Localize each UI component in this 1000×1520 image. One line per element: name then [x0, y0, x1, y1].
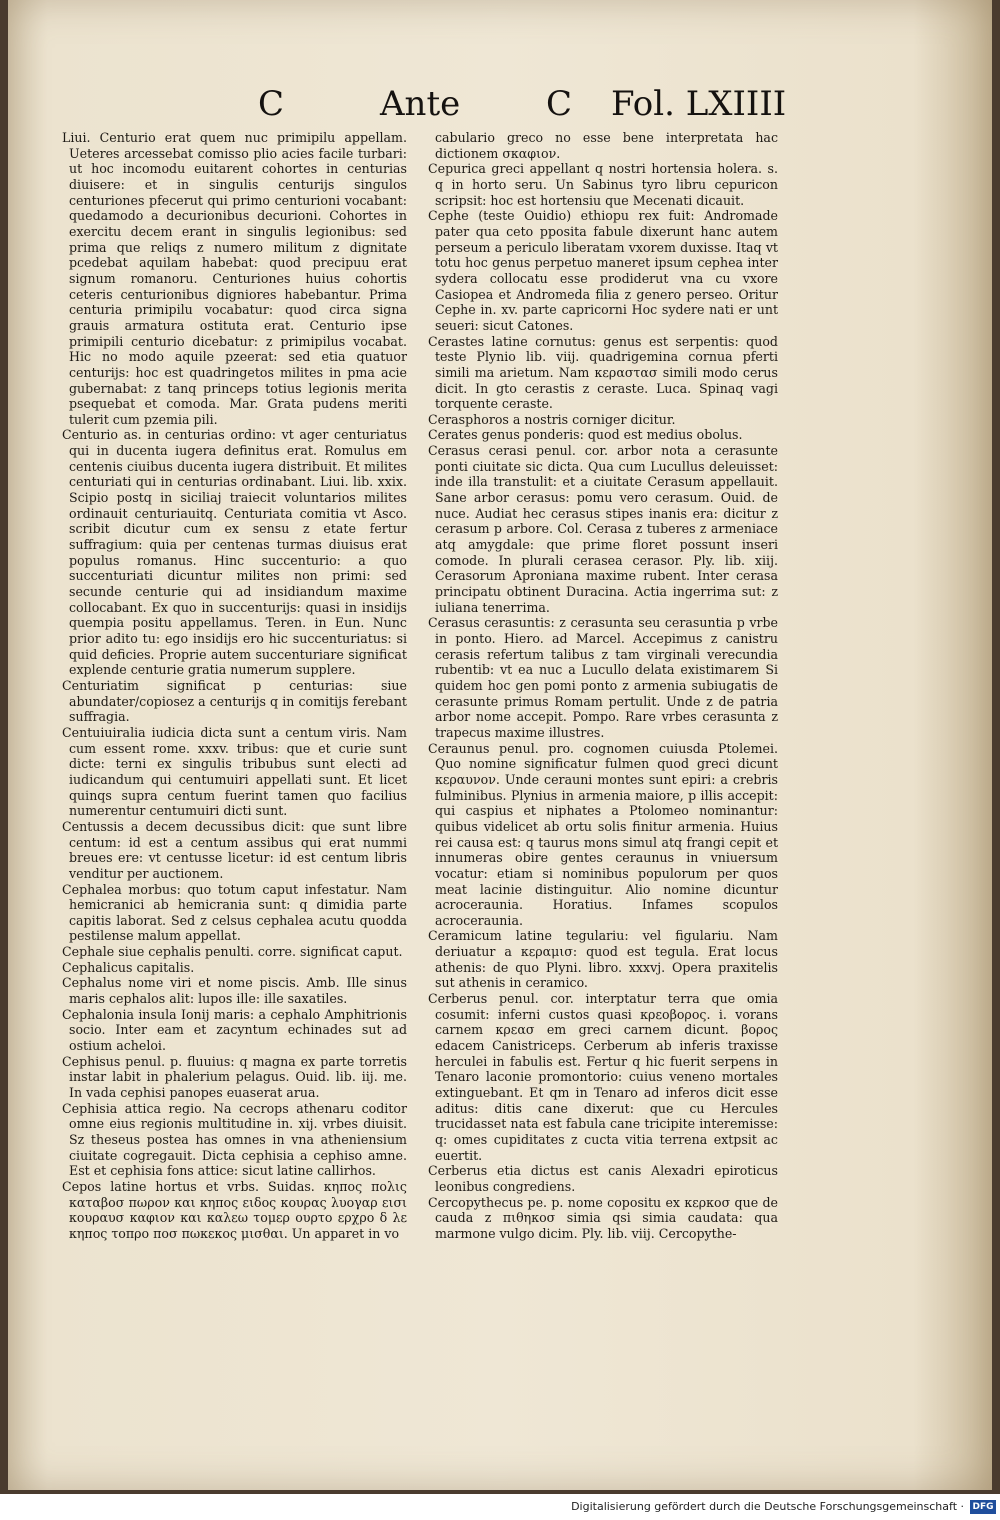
right-text-column [428, 130, 778, 1254]
header-letter-left: C [258, 84, 285, 124]
page-header [8, 84, 992, 134]
entry-paragraph: Cerberus penul. cor. interptatur terra que omia cosumit: inferni custos quasi κρεοβορος. i. vorans carnem κρεασ em greci carnem dicunt. βορος edacem Canistriceps. Cerberum ab inferis traxisse herculei in fabulis est. Fertur q hic fuerit serpens in Tenaro laconie promontorio: cuius veneno mortales extinguebant. Et qm in Tenaro ad inferos dicit esse aditus: ditis cane dixerut: que cu Hercules trucidasset nata est fabula cane tricipite interemisse: q: omes cupiditates z cucta vitia terrena extpsit ac euertit. [428, 991, 778, 1163]
entry-paragraph: Centuiuiralia iudicia dicta sunt a centum viris. Nam cum essent rome. xxxv. tribus: que et curie sunt dicte: terni ex singulis tribubus sunt electi ad iudicandum qui centumuiri appellati sunt. Et licet quinqs supra centum fuerint tamen quo facilius numerentur centumuiri dicti sunt. [62, 724, 407, 819]
entry-paragraph: Ceramicum latine tegulariu: vel figulariu. Nam deriuatur a κεραμισ: quod est tegula. Erat locus athenis: de quo Plyni. libro. xxxvj. Opera praxitelis sut athenis in ceramico. [428, 928, 778, 991]
entry-paragraph: Cephalicus capitalis. [62, 959, 195, 975]
folio-number: Fol. LXIIII [611, 84, 787, 124]
entry-paragraph: cabulario greco no esse bene interpretata hac dictionem σκαφιον. [435, 130, 778, 161]
funding-credit: Digitalisierung gefördert durch die Deutsche Forschungsgemeinschaft · [571, 1500, 964, 1513]
entry-paragraph: Cerates genus ponderis: quod est medius obolus. [428, 427, 743, 443]
entry-paragraph: Cercopythecus pe. p. nome copositu ex κερκοσ que de cauda z πιθηκοσ simia qsi simia caudata: qua marmone vulgo dicim. Ply. lib. viij. Cercopythe- [428, 1194, 778, 1241]
entry-paragraph: Cephisia attica regio. Na cecrops athenaru coditor omne eius regionis multitudine in. xij. vrbes diuisit. Sz theseus postea has omnes in vna atheniensium ciuitate cogregauit. Dicta cephisia a cephiso amne. Est et cephisia fons attice: sicut latine callirhos. [62, 1100, 407, 1179]
entry-paragraph: Liui. Centurio erat quem nuc primipilu appellam. Ueteres arcessebat comisso plio acies facile turbari: ut hoc incomodu euitarent cohortes in centurias diuisere: et in singulis centurijs singulos centuriones pfecerut qui primo centurioni vocabant: quedamodo a decurionibus decurioni. Cohortes in exercitu decem erant in singulis legionibus: sed prima que reliqs z numero militum z dignitate pcedebat aquilam habebat: quod precipuu erat signum romanoru. Centuriones huius cohortis ceteris centurionibus digniores habebantur. Prima centuria primipilu vocabatur: quod circa signa grauis armatura ostituta erat. Centurio ipse primipili centurio dicebatur: z primipilus vocabat. Hic no modo aquile pzeerat: sed etia quatuor centurijs: hoc est quadringetos milites in pma acie gubernabat: z tanq princeps totius legionis merita psequebat et comoda. Mar. Grata pudens meriti tulerit cum pzemia pili. [62, 130, 407, 427]
header-title: Ante [380, 84, 461, 124]
entry-paragraph: Cephalea morbus: quo totum caput infestatur. Nam hemicranici ab hemicrania sunt: q dimidia parte capitis laborat. Sed z celsus cephalea acutu quodda pestilense malum appellat. [62, 881, 407, 944]
entry-paragraph: Cerasus cerasuntis: z cerasunta seu cerasuntia p vrbe in ponto. Hiero. ad Marcel. Accepimus z canistru cerasis refertum talibus z tam virginali verecundia rubentib: vt ea nuc a Lucullo delata existimarem Si quidem hoc gen pomi ponto z armenia subiugatis de cerasunte primus Romam pertulit. Unde z de patria arbor nome accepit. Pompo. Rare vrbes cerasunta z trapecus maxime illustres. [428, 615, 778, 740]
entry-paragraph: Cephisus penul. p. fluuius: q magna ex parte torretis instar labit in phalerium pelagus. Ouid. lib. iij. me. In vada cephisi panopes euaserat arua. [62, 1053, 407, 1101]
footer-bar [0, 1496, 1000, 1520]
header-letter-right: C [546, 84, 573, 124]
entry-paragraph: Cerasus cerasi penul. cor. arbor nota a cerasunte ponti ciuitate sic dicta. Qua cum Lucullus deleuisset: inde illa transtulit: et a ciuitate Cerasum appellauit. Sane arbor cerasus: pomu vero cerasum. Ouid. de nuce. Audiat hec cerasus stipes inanis era: dicitur z cerasum p arbore. Col. Cerasa z tuberes z armeniace atq amygdale: que prime floret possunt inseri comode. In plurali cerasea cerasor. Ply. lib. xiij. Cerasorum Aproniana maxime rubent. Inter cerasa principatu obtinent Duracina. Actia ingerrima sut: z iuliana tenerrima. [428, 443, 778, 615]
entry-paragraph: Cephe (teste Ouidio) ethiopu rex fuit: Andromade pater qua ceto pposita fabule dixerunt hanc autem perseum a periculo liberatam vxorem duxisse. Itaq vt totu hoc genus perpetuo maneret ipsum cephea inter sydera collocatu esse prodiderut vna cu vxore Casiopea et Andromeda filia z genero perseo. Oritur Cephe in. xv. parte capricorni Hoc sydere nati er unt seueri: sicut Catones. [428, 208, 778, 333]
entry-paragraph: Cerastes latine cornutus: genus est serpentis: quod teste Plynio lib. viij. quadrigemina cornua pferti simili ma arietum. Nam κεραστασ simili modo cerus dicit. In gto cerastis z ceraste. Luca. Spinaq vagi torquente ceraste. [428, 333, 778, 412]
left-text-column [62, 130, 407, 1254]
entry-paragraph: Cepurica greci appellant q nostri hortensia holera. s. q in horto seru. Un Sabinus tyro libru cepuricon scripsit: hoc est hortensiu que Mecenati dicauit. [428, 161, 778, 208]
dfg-logo: DFG [970, 1500, 996, 1514]
entry-paragraph: Cephalonia insula Ionij maris: a cephalo Amphitrionis socio. Inter eam et zacyntum echinades sut ad ostium acheloi. [62, 1006, 407, 1054]
entry-paragraph: Cerasphoros a nostris corniger dicitur. [428, 411, 676, 427]
entry-paragraph: Cepos latine hortus et vrbs. Suidas. κηπος πολις καταβοσ πωρον και κηπος ειδος κουρας λυογαρ εισι κουραυσ καφιον και καλεω τομερ ουρτο ερχρο δ λε κηπος τοπρο ποσ πωκεκος μισθαι. Un apparet in vo [62, 1178, 407, 1241]
entry-paragraph: Cephale siue cephalis penulti. corre. significat caput. [62, 944, 403, 960]
entry-paragraph: Ceraunus penul. pro. cognomen cuiusda Ptolemei. Quo nomine significatur fulmen quod greci dicunt κεραυνον. Unde cerauni montes sunt epiri: a crebris fulminibus. Plynius in armenia maiore, p illis accepit: qui caspius et niphates a Ptolomeo nominantur: quibus videlicet ab ortu solis finitur armenia. Huius rei causa est: q taurus mons simul atq frangi cepit et innumeras obire gentes ceraunus in vniuersum vocatur: etiam si nominibus populorum per quos meat lacinie distinguitur. Alio nomine dicuntur acroceraunia. Horatius. Infames scopulos acroceraunia. [428, 740, 778, 928]
entry-paragraph: Cerberus etia dictus est canis Alexadri epiroticus leonibus congrediens. [428, 1163, 778, 1194]
book-page [8, 0, 992, 1490]
entry-paragraph: Centurio as. in centurias ordino: vt ager centuriatus qui in ducenta iugera definitus erat. Romulus em centenis ciuibus ducenta iugera distribuit. Et milites centuriati qui in centurias ordinabant. Liui. lib. xxix. Scipio postq in siciliaj traiecit voluntarios milites ordinauit centuriauitq. Centuriata comitia vt Asco. scribit dicutur cum ex sensu z etate fertur suffragium: quia per centenas turmas diuisus erat populus romanus. Hinc succenturio: a quo succenturiati dicuntur milites non primi: sed secunde centurie qui ad insidiandum maxime collocabant. Ex quo in succenturijs: quasi in insidijs quempia positu appellamus. Teren. in Eun. Nunc prior adito tu: ego insidijs ero hic succenturiatus: si quid deficies. Proprie autem succenturiare significat explende centurie gratia numerum supplere. [62, 427, 407, 678]
entry-paragraph: Centussis a decem decussibus dicit: que sunt libre centum: id est a centum assibus qui erat nummi breues ere: vt centusse licetur: id est centum libris venditur per auctionem. [62, 818, 407, 881]
entry-paragraph: Cephalus nome viri et nome piscis. Amb. Ille sinus maris cephalos alit: lupos ille: ille saxatiles. [62, 975, 407, 1007]
entry-paragraph: Centuriatim significat p centurias: siue abundater/copiosez a centurijs q in comitijs ferebant suffragia. [62, 677, 407, 725]
